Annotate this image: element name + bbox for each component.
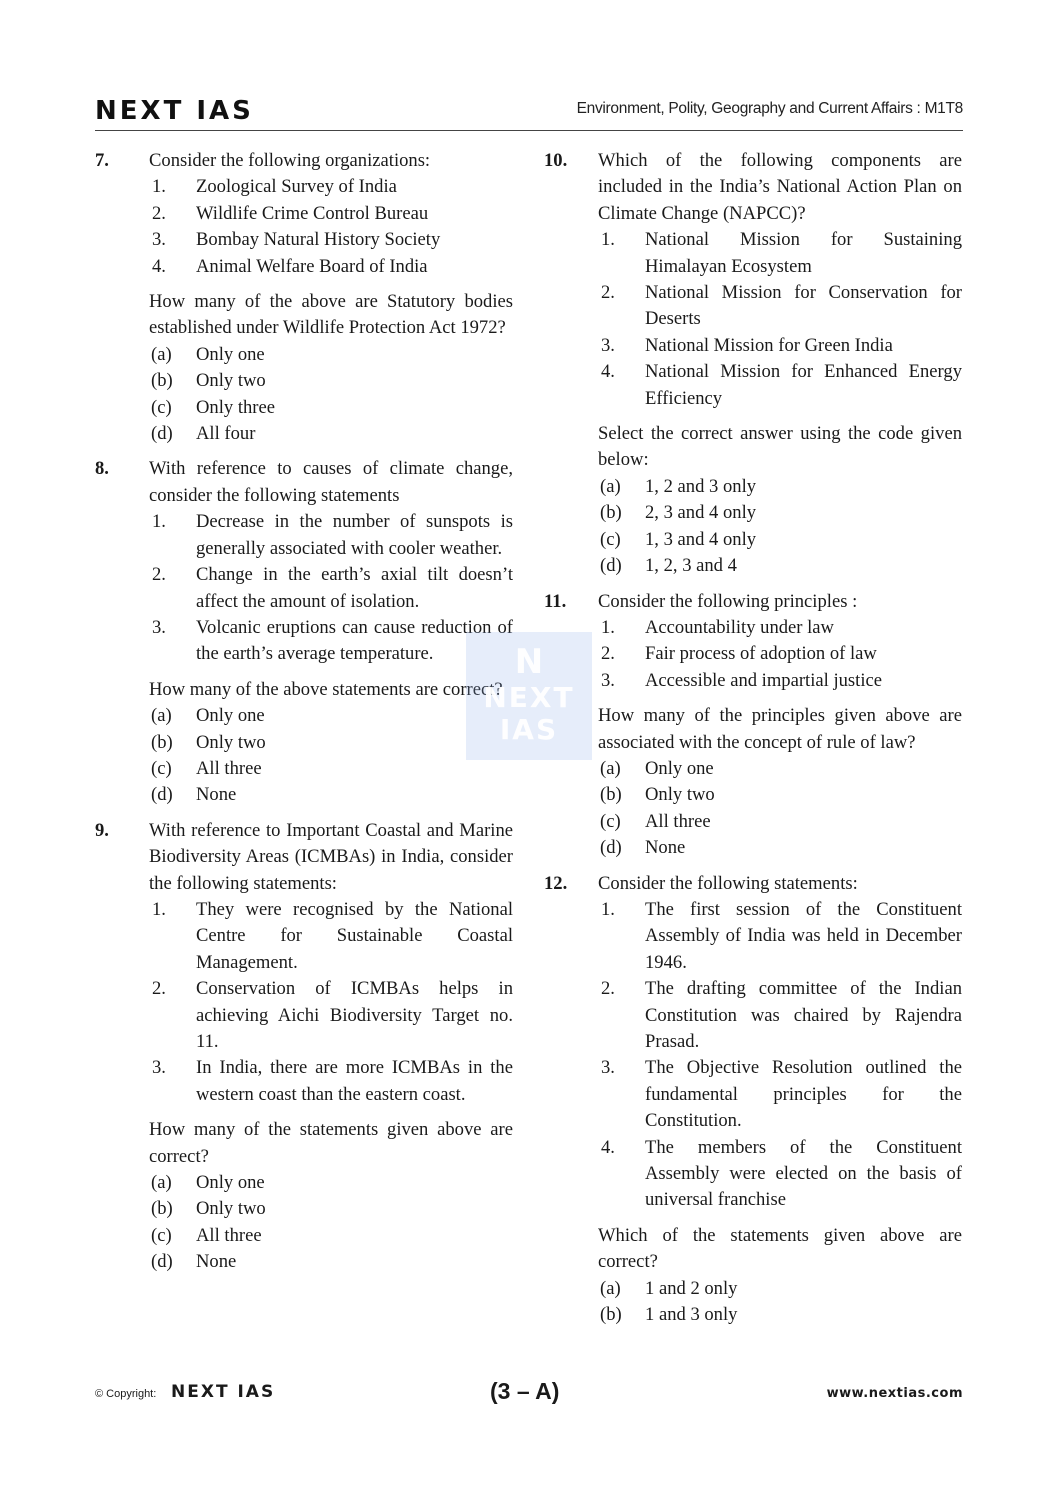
question-prompt: How many of the statements given above are correct? bbox=[149, 1119, 513, 1167]
question-text: Consider the following principles : bbox=[598, 590, 858, 612]
answer-option: (c) 1, 3 and 4 only bbox=[600, 528, 757, 550]
answer-option: (a) 1 and 2 only bbox=[600, 1277, 738, 1299]
answer-option: (a) Only one bbox=[151, 1172, 265, 1194]
answer-options bbox=[598, 1276, 962, 1329]
question-text: Consider the following organizations: bbox=[149, 150, 431, 171]
answer-options bbox=[598, 756, 962, 862]
list-item: 2. Change in the earth’s axial tilt doesn’t affect the amount of isolation. bbox=[152, 564, 513, 612]
answer-option: (d) None bbox=[151, 784, 237, 806]
left-column bbox=[95, 148, 513, 1285]
list-item: 4. National Mission for Enhanced Energy Efficiency bbox=[601, 361, 962, 409]
question-prompt: Select the correct answer using the code given below: bbox=[598, 423, 962, 471]
question-number: 11. bbox=[544, 590, 567, 612]
page-footer bbox=[95, 1378, 963, 1412]
question-number: 9. bbox=[95, 819, 109, 841]
answer-option: (c) All three bbox=[151, 1224, 262, 1246]
answer-option: (d) All four bbox=[151, 423, 256, 445]
list-item: 3. Bombay Natural History Society bbox=[152, 229, 441, 251]
statement-list bbox=[598, 227, 962, 412]
answer-option: (d) None bbox=[600, 837, 686, 859]
list-item: 1. National Mission for Sustaining Himalayan Ecosystem bbox=[601, 229, 962, 277]
answer-option: (b) Only two bbox=[600, 784, 715, 806]
right-column bbox=[544, 148, 962, 1337]
answer-options bbox=[149, 703, 513, 809]
answer-options bbox=[149, 1170, 513, 1276]
question-prompt: How many of the principles given above are associated with the concept of rule of law? bbox=[598, 705, 962, 753]
list-item: 4. The members of the Constituent Assembly were elected on the basis of universal franchise bbox=[601, 1136, 962, 1211]
question-12 bbox=[544, 871, 962, 1329]
list-item: 2. Wildlife Crime Control Bureau bbox=[152, 202, 429, 224]
answer-option: (a) Only one bbox=[151, 343, 265, 365]
list-item: 1. Decrease in the number of sunspots is generally associated with cooler weather. bbox=[152, 511, 513, 559]
question-text: With reference to Important Coastal and Marine Biodiversity Areas (ICMBAs) in India, consider the following statements: bbox=[149, 819, 513, 894]
answer-option: (c) All three bbox=[600, 810, 711, 832]
question-11 bbox=[544, 589, 962, 862]
answer-option: (c) Only three bbox=[151, 396, 275, 418]
list-item: 3. National Mission for Green India bbox=[601, 334, 893, 356]
list-item: 4. Animal Welfare Board of India bbox=[152, 255, 428, 277]
answer-option: (a) Only one bbox=[151, 705, 265, 727]
statement-list bbox=[149, 509, 513, 667]
answer-option: (a) Only one bbox=[600, 757, 714, 779]
answer-options bbox=[149, 342, 513, 448]
website-link[interactable]: www.nextias.com bbox=[826, 1386, 963, 1401]
answer-option: (b) 1 and 3 only bbox=[600, 1304, 738, 1326]
question-text: Consider the following statements: bbox=[598, 872, 858, 894]
statement-list bbox=[149, 897, 513, 1108]
list-item: 3. Accessible and impartial justice bbox=[601, 669, 882, 691]
list-item: 2. National Mission for Conservation for Deserts bbox=[601, 282, 962, 330]
brand-logo: NEXT IAS bbox=[95, 96, 254, 126]
question-8 bbox=[95, 456, 513, 808]
answer-option: (b) Only two bbox=[151, 1198, 266, 1220]
list-item: 3. Volcanic eruptions can cause reduction of the earth’s average temperature. bbox=[152, 616, 513, 665]
list-item: 1. The first session of the Constituent Assembly of India was held in December 1946. bbox=[601, 898, 962, 973]
question-prompt: How many of the above statements are correct? bbox=[149, 678, 503, 700]
question-9 bbox=[95, 818, 513, 1276]
question-number: 10. bbox=[544, 150, 568, 171]
list-item: 3. In India, there are more ICMBAs in the western coast than the eastern coast. bbox=[152, 1057, 513, 1105]
answer-option: (b) 2, 3 and 4 only bbox=[600, 502, 757, 524]
statement-list bbox=[598, 897, 962, 1214]
answer-option: (d) 1, 2, 3 and 4 bbox=[600, 555, 737, 577]
statement-list bbox=[149, 174, 513, 280]
answer-option: (c) All three bbox=[151, 757, 262, 779]
question-text: With reference to causes of climate change, consider the following statements bbox=[149, 458, 513, 506]
list-item: 2. The drafting committee of the Indian Constitution was chaired by Rajendra Prasad. bbox=[601, 978, 962, 1052]
page-number: (3 – A) bbox=[490, 1378, 560, 1404]
footer-logo: NEXT IAS bbox=[171, 1382, 276, 1402]
question-text: Which of the following components are included in the India’s National Action Plan on Climate Change (NAPCC)? bbox=[598, 150, 962, 224]
list-item: 1. Zoological Survey of India bbox=[152, 176, 397, 198]
answer-option: (d) None bbox=[151, 1251, 237, 1273]
list-item: 1. They were recognised by the National Centre for Sustainable Coastal Management. bbox=[152, 898, 513, 973]
statement-list bbox=[598, 615, 962, 694]
answer-option: (b) Only two bbox=[151, 731, 266, 753]
question-10 bbox=[544, 148, 962, 580]
paper-subject: Environment, Polity, Geography and Current Affairs : M1T8 bbox=[576, 100, 963, 117]
question-number: 8. bbox=[95, 458, 109, 480]
copyright-label: © Copyright: bbox=[95, 1388, 157, 1400]
answer-option: (b) Only two bbox=[151, 370, 266, 392]
answer-options bbox=[598, 474, 962, 580]
list-item: 2. Fair process of adoption of law bbox=[601, 643, 877, 665]
list-item: 1. Accountability under law bbox=[601, 616, 834, 638]
question-prompt: How many of the above are Statutory bodies established under Wildlife Protection Act 1972? bbox=[149, 291, 513, 339]
brand-watermark: N NEXT IAS bbox=[466, 632, 592, 760]
question-prompt: Which of the statements given above are correct? bbox=[598, 1224, 962, 1273]
question-number: 12. bbox=[544, 872, 568, 894]
list-item: 2. Conservation of ICMBAs helps in achieving Aichi Biodiversity Target no. 11. bbox=[152, 978, 513, 1052]
answer-option: (a) 1, 2 and 3 only bbox=[600, 475, 757, 497]
question-number: 7. bbox=[95, 150, 109, 171]
page-header bbox=[95, 96, 963, 131]
list-item: 3. The Objective Resolution outlined the fundamental principles for the Constitution. bbox=[601, 1057, 962, 1132]
question-7 bbox=[95, 148, 513, 447]
